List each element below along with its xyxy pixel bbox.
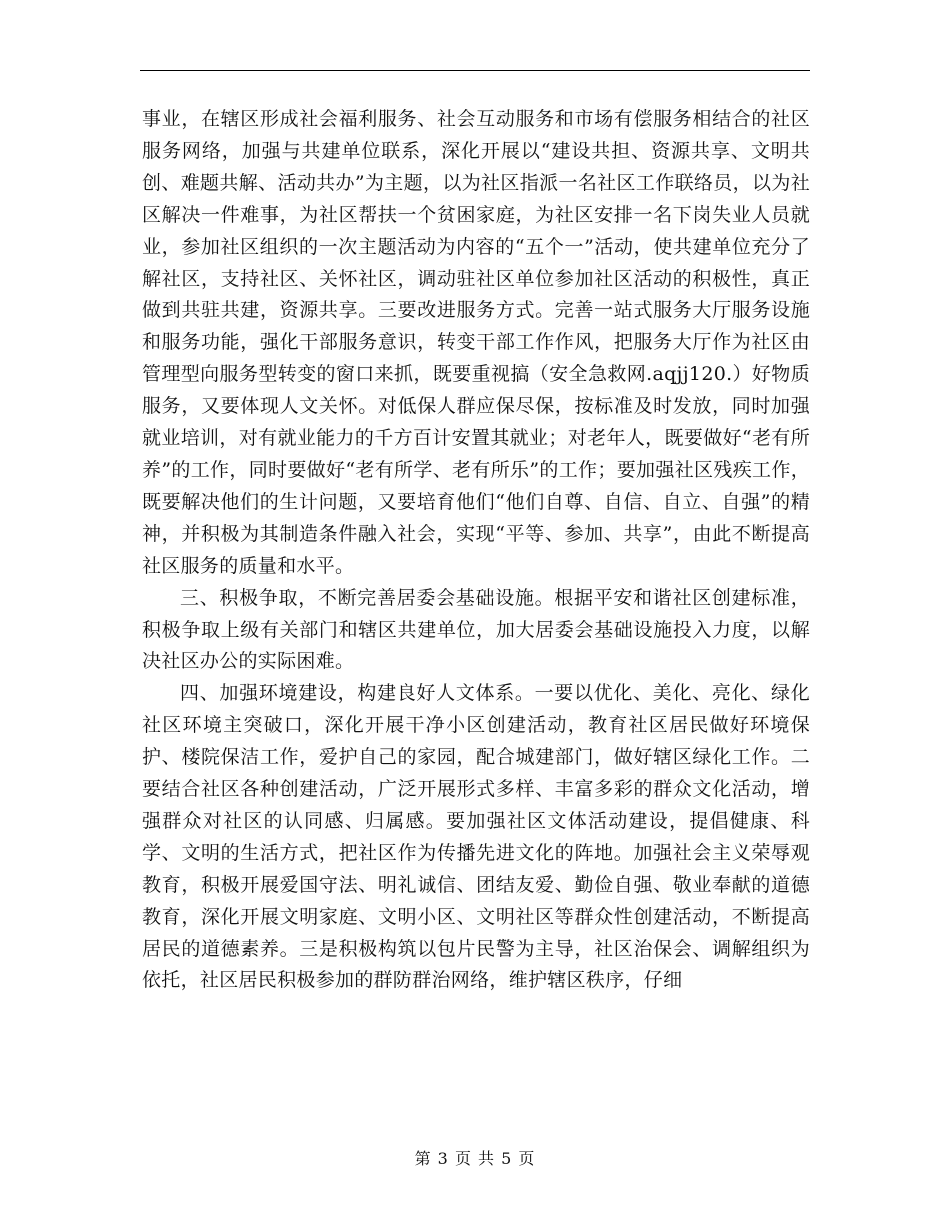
header-rule xyxy=(140,70,810,71)
document-body xyxy=(142,104,810,997)
page-number-footer: 第 3 页 共 5 页 xyxy=(414,1149,536,1168)
paragraph-1: 事业，在辖区形成社会福利服务、社会互动服务和市场有偿服务相结合的社区服务网络，加强与共建单位联系，深化开展以“建设共担、资源共享、文明共创、难题共解、活动共办”为主题，以为社区指派一名社区工作联络员，以为社区解决一件难事，为社区帮扶一个贫困家庭，为社区安排一名下岗失业人员就业，参加社区组织的一次主题活动为内容的“五个一”活动，使共建单位充分了解社区，支持社区、关怀社区，调动驻社区单位参加社区活动的积极性，真正做到共驻共建，资源共享。三要改进服务方式。完善一站式服务大厅服务设施和服务功能，强化干部服务意识，转变干部工作作风，把服务大厅作为社区由管理型向服务型转变的窗口来抓，既要重视搞（安全急救网.aqjj120.）好物质服务，又要体现人文关怀。对低保人群应保尽保，按标准及时发放，同时加强就业培训，对有就业能力的千方百计安置其就业；对老年人，既要做好“老有所养”的工作，同时要做好“老有所学、老有所乐”的工作；要加强社区残疾工作，既要解决他们的生计问题，又要培育他们“他们自尊、自信、自立、自强”的精神，并积极为其制造条件融入社会，实现“平等、参加、共享”，由此不断提高社区服务的质量和水平。 xyxy=(142,108,810,577)
paragraph-2: 三、积极争取，不断完善居委会基础设施。根据平安和谐社区创建标准，积极争取上级有关部门和辖区共建单位，加大居委会基础设施投入力度，以解决社区办公的实际困难。 xyxy=(142,586,810,673)
paragraph-3: 四、加强环境建设，构建良好人文体系。一要以优化、美化、亮化、绿化社区环境主突破口，深化开展干净小区创建活动，教育社区居民做好环境保护、楼院保洁工作，爱护自己的家园，配合城建部门，做好辖区绿化工作。二要结合社区各种创建活动，广泛开展形式多样、丰富多彩的群众文化活动，增强群众对社区的认同感、归属感。要加强社区文体活动建设，提倡健康、科学、文明的生活方式，把社区作为传播先进文化的阵地。加强社会主义荣辱观教育，积极开展爱国守法、明礼诚信、团结友爱、勤俭自强、敬业奉献的道德教育，深化开展文明家庭、文明小区、文明社区等群众性创建活动，不断提高居民的道德素养。三是积极构筑以包片民警为主导，社区治保会、调解组织为依托，社区居民积极参加的群防群治网络，维护辖区秩序，仔细 xyxy=(142,682,810,992)
